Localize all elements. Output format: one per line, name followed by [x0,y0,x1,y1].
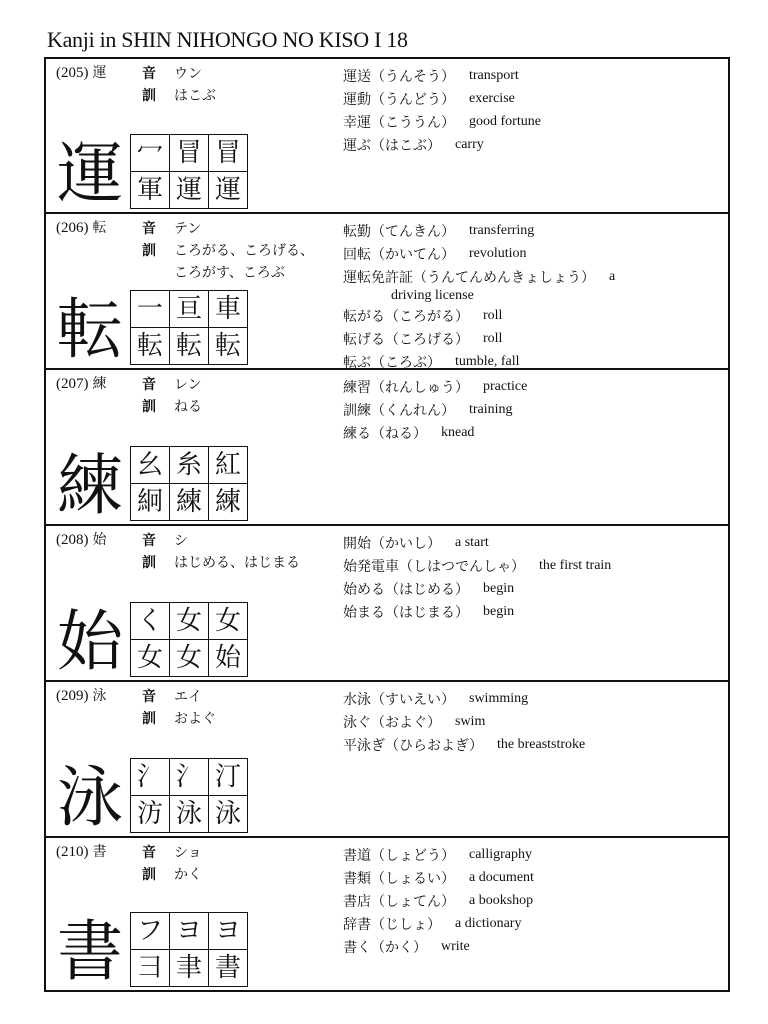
vocab-meaning: the first train [539,557,612,573]
stroke-step: 始 [209,640,248,677]
vocab-meaning: knead [441,424,475,440]
stroke-order-grid [130,290,248,365]
entry-number: (206) [56,220,89,236]
vocab-word: 書く（かく） [343,939,427,956]
kun-label: 訓 [142,399,156,415]
kun-reading: はこぶ [174,88,216,104]
on-label: 音 [142,66,156,82]
vocab-item [343,398,527,421]
stroke-step: 女 [170,603,209,640]
entry-kanji-small: 泳 [92,688,107,704]
vocab-meaning: training [469,401,513,417]
kanji-entry [46,526,728,682]
vocab-meaning-continued: driving license [391,288,474,303]
vocab-word: 運ぶ（はこぶ） [343,137,441,154]
vocab-item [343,733,585,756]
vocab-word: 始まる（はじまる） [343,604,469,621]
stroke-step: 車 [209,291,248,328]
kun-reading: ころがす、ころぶ [174,265,285,281]
kanji-large: 練 [57,447,123,524]
vocab-item [343,889,534,912]
vocab-word: 練る（ねる） [343,425,427,442]
stroke-order-grid [130,446,248,521]
vocab-word: 転ぶ（ころぶ） [343,354,441,371]
stroke-step: 練 [170,484,209,521]
vocab-meaning: a dictionary [455,915,522,931]
entry-number: (205) [56,65,89,81]
vocab-word: 運送（うんそう） [343,68,455,85]
kun-label: 訓 [142,88,156,104]
vocab-word: 書道（しょどう） [343,847,455,864]
vocab-meaning: the breaststroke [497,736,586,752]
kun-label: 訓 [142,711,156,727]
vocab-meaning: calligraphy [469,846,532,862]
vocab-word: 開始（かいし） [343,535,441,552]
readings [142,842,202,886]
vocabulary-list [343,64,541,156]
vocabulary-list [343,375,527,444]
stroke-step: 泳 [209,796,248,833]
vocab-meaning: good fortune [469,113,541,129]
vocab-meaning: exercise [469,90,515,106]
vocab-item [343,554,611,577]
stroke-step: 彐 [131,950,170,987]
vocab-word: 書類（しょるい） [343,870,455,887]
stroke-step: 氵 [131,759,170,796]
vocab-meaning: write [441,938,470,954]
vocabulary-list [343,219,615,373]
stroke-order-grid [130,602,248,677]
kun-label: 訓 [142,867,156,883]
vocab-word: 泳ぐ（およぐ） [343,714,441,731]
vocab-word: 運動（うんどう） [343,91,455,108]
vocab-meaning: a [609,268,616,284]
on-label: 音 [142,845,156,861]
stroke-step: 書 [209,950,248,987]
vocab-word: 訓練（くんれん） [343,402,455,419]
kanji-entry [46,682,728,838]
vocab-meaning: begin [483,603,515,619]
kanji-sheet [44,57,730,992]
vocab-word: 幸運（こううん） [343,114,455,131]
on-reading: エイ [174,689,202,705]
stroke-step: 聿 [170,950,209,987]
on-reading: テン [174,221,202,237]
vocab-item [343,577,611,600]
vocab-word: 書店（しょてん） [343,893,455,910]
vocab-item [343,710,585,733]
stroke-step: 亘 [170,291,209,328]
stroke-step: 氵 [170,759,209,796]
kanji-entry [46,59,728,214]
vocab-meaning: transferring [469,222,535,238]
stroke-step: 転 [209,328,248,365]
vocab-item [343,133,541,156]
vocab-word: 転がる（ころがる） [343,308,469,325]
stroke-step: 運 [170,172,209,209]
on-label: 音 [142,377,156,393]
kun-reading: およぐ [174,711,216,727]
on-label: 音 [142,221,156,237]
stroke-step: フ [131,913,170,950]
vocabulary-list [343,531,611,623]
vocab-word: 転勤（てんきん） [343,223,455,240]
kun-label: 訓 [142,243,156,259]
vocab-word: 回転（かいてん） [343,246,455,263]
kanji-large: 書 [57,913,123,990]
vocab-word: 運転免許証（うんてんめんきょしょう） [343,269,595,286]
vocabulary-list [343,687,585,756]
vocab-meaning: roll [483,307,503,323]
kanji-large: 泳 [57,759,123,836]
vocab-item [343,375,527,398]
stroke-step: 冒 [170,135,209,172]
stroke-step: 冖 [131,135,170,172]
vocab-item [343,912,534,935]
stroke-step: 運 [209,172,248,209]
kun-label: 訓 [142,555,156,571]
stroke-step: 軍 [131,172,170,209]
vocab-meaning: roll [483,330,503,346]
kun-reading: ころがる、ころげる、 [174,243,314,259]
vocab-meaning: carry [455,136,484,152]
stroke-order-grid [130,758,248,833]
kanji-entry [46,214,728,370]
kanji-entry [46,370,728,526]
readings [142,530,300,574]
stroke-step: く [131,603,170,640]
readings [142,218,314,284]
entry-number: (209) [56,688,89,704]
entry-header [56,62,107,82]
stroke-step: 練 [209,484,248,521]
vocab-meaning: a document [469,869,534,885]
vocab-word: 転げる（ころげる） [343,331,469,348]
stroke-order-grid [130,912,248,987]
stroke-step: 幺 [131,447,170,484]
stroke-step: 転 [131,328,170,365]
vocab-item [343,110,541,133]
stroke-step: 汸 [131,796,170,833]
entry-header [56,373,107,393]
entry-number: (207) [56,376,89,392]
vocab-meaning: practice [483,378,528,394]
vocab-item [343,531,611,554]
stroke-step: 絅 [131,484,170,521]
on-reading: ショ [174,845,202,861]
on-label: 音 [142,533,156,549]
kanji-large: 運 [57,135,123,212]
on-reading: レン [174,377,202,393]
kanji-large: 始 [57,603,123,680]
stroke-step: 泳 [170,796,209,833]
vocab-word: 水泳（すいえい） [343,691,455,708]
readings [142,374,202,418]
vocab-item [343,866,534,889]
vocab-item [343,304,615,327]
vocab-meaning: tumble, fall [455,353,520,369]
entry-header [56,841,107,861]
on-reading: ウン [174,66,202,82]
vocab-word: 練習（れんしゅう） [343,379,469,396]
vocab-word: 辞書（じしょ） [343,916,441,933]
stroke-step: ヨ [170,913,209,950]
vocab-item [343,327,615,350]
kanji-entry [46,838,728,992]
vocabulary-list [343,843,534,958]
entry-kanji-small: 書 [92,844,107,860]
stroke-step: 女 [131,640,170,677]
stroke-order-grid [130,134,248,209]
readings [142,686,216,730]
vocab-word: 始発電車（しはつでんしゃ） [343,558,525,575]
vocab-item [343,64,541,87]
entry-kanji-small: 始 [92,532,107,548]
vocab-meaning: swim [455,713,486,729]
stroke-step: 紅 [209,447,248,484]
vocab-item [343,265,615,288]
vocab-meaning: transport [469,67,519,83]
vocab-item [343,87,541,110]
stroke-step: ヨ [209,913,248,950]
entry-kanji-small: 練 [92,376,107,392]
vocab-item [343,242,615,265]
kanji-large: 転 [57,291,123,368]
stroke-step: 転 [170,328,209,365]
stroke-step: 一 [131,291,170,328]
entry-kanji-small: 運 [92,65,107,81]
page-title: Kanji in SHIN NIHONGO NO KISO I 18 [47,27,408,52]
stroke-step: 糸 [170,447,209,484]
kun-reading: ねる [174,399,202,415]
entry-number: (210) [56,844,89,860]
vocab-item [343,600,611,623]
vocab-item [343,687,585,710]
vocab-word: 始める（はじめる） [343,581,469,598]
vocab-word: 平泳ぎ（ひらおよぎ） [343,737,483,754]
vocab-item [343,843,534,866]
stroke-step: 女 [209,603,248,640]
stroke-step: 冒 [209,135,248,172]
kun-reading: かく [174,867,202,883]
on-label: 音 [142,689,156,705]
entry-header [56,217,107,237]
entry-number: (208) [56,532,89,548]
vocab-item [343,935,534,958]
entry-header [56,529,107,549]
vocab-item [343,219,615,242]
vocab-item [343,421,527,444]
vocab-meaning: begin [483,580,515,596]
stroke-step: 汀 [209,759,248,796]
readings [142,63,216,107]
vocab-meaning: revolution [469,245,527,261]
entry-kanji-small: 転 [92,220,107,236]
vocab-meaning: a bookshop [469,892,534,908]
stroke-step: 女 [170,640,209,677]
kun-reading: はじめる、はじまる [174,555,300,571]
vocab-meaning: swimming [469,690,529,706]
entry-header [56,685,107,705]
vocab-meaning: a start [455,534,489,550]
on-reading: シ [174,533,188,549]
